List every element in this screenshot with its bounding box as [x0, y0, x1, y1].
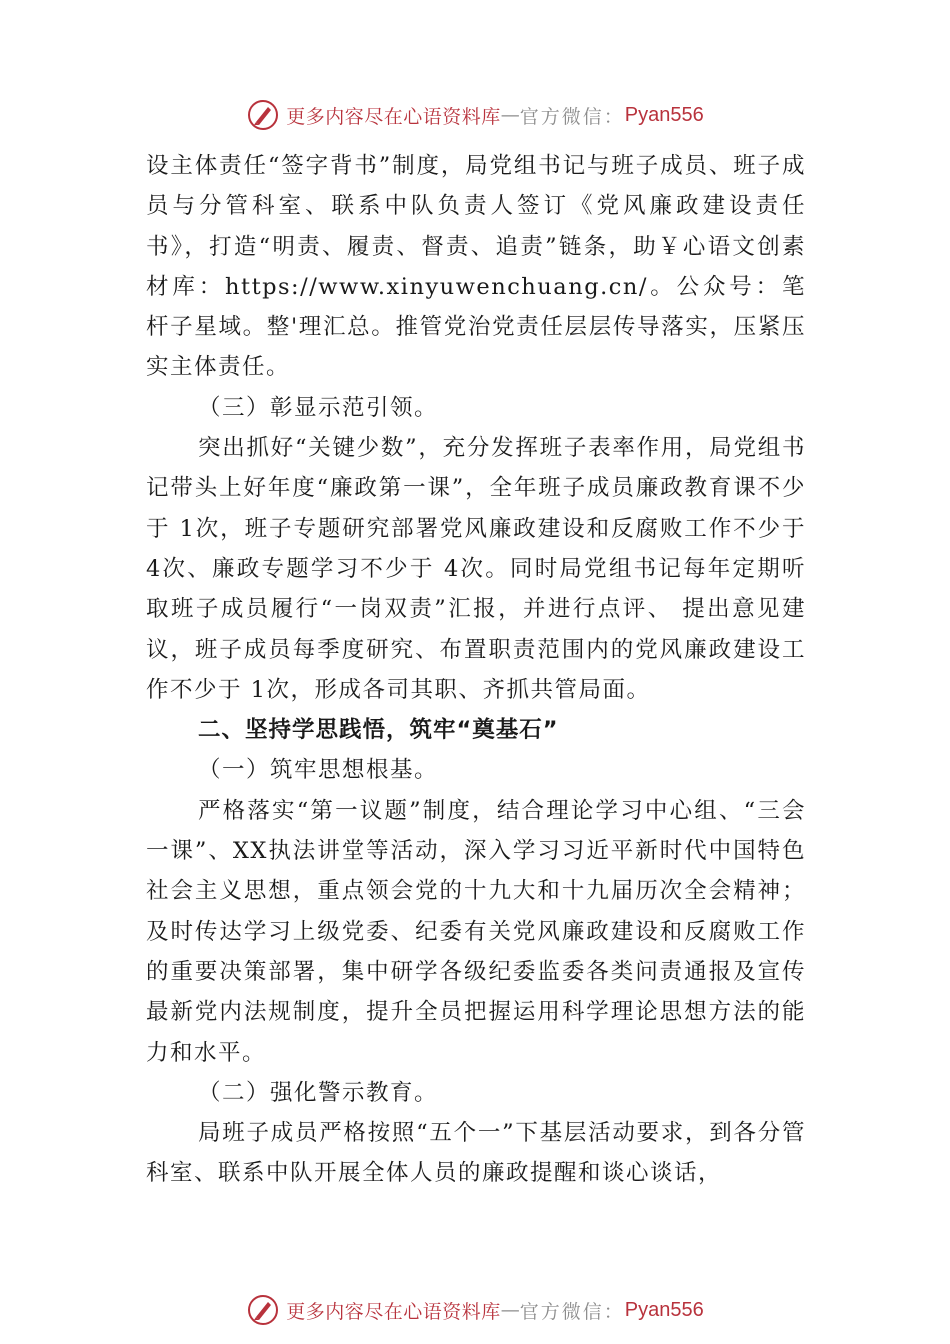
pen-logo-icon [246, 1293, 280, 1327]
subheading-ideology: （一）筑牢思想根基。 [198, 757, 439, 784]
header-banner [0, 95, 950, 135]
banner-dash: — [500, 1299, 520, 1321]
banner-wechat-label: 官方微信： [519, 1300, 625, 1323]
banner-dash: — [500, 104, 520, 126]
footer-banner [0, 1290, 950, 1330]
subheading-warning-education: （二）强化警示教育。 [198, 1079, 439, 1106]
paragraph-grassroots: 局班子成员严格按照“五个一”下基层活动要求，到各分管科室、联系中队开展全体人员的廉政提醒和谈心谈话， [146, 1120, 806, 1187]
banner-brand: 更多内容尽在心语资料库 [286, 1300, 501, 1323]
subheading-demonstration: （三）彰显示范引领。 [198, 394, 439, 421]
paragraph-responsibility: 设主体责任“签字背书”制度，局党组书记与班子成员、班子成员与分管科室、联系中队负责人签订《党风廉政建设责任书》，打造“明责、履责、督责、追责”链条，助￥心语文创素材库：https://www.xinyuwenchuang.cn/。公众号：笔杆子星域。整'理汇总。推管党治党责任层层传导落实，压紧压实主体责任。 [146, 153, 806, 381]
paragraph-key-minority: 突出抓好“关键少数”，充分发挥班子表率作用，局党组书记带头上好年度“廉政第一课”，全年班子成员廉政教育课不少于 1次，班子专题研究部署党风廉政建设和反腐败工作不少于 4次、廉政专题学习不少于 4次。同时局党组书记每年定期听取班子成员履行“一岗双责”汇报，并进行点评、 提出意见建议，班子成员每季度研究、布置职责范围内的党风廉政建设工作不少于 1次，形成各司其职、齐抓共管局面。 [146, 435, 806, 703]
document-body [146, 146, 806, 1194]
banner-brand: 更多内容尽在心语资料库 [286, 105, 501, 128]
section-heading: 二、坚持学思践悟，筑牢“奠基石” [198, 717, 559, 744]
banner-wechat-label: 官方微信： [519, 105, 625, 128]
paragraph-first-topic: 严格落实“第一议题”制度，结合理论学习中心组、“三会一课”、XX执法讲堂等活动，深入学习习近平新时代中国特色社会主义思想，重点领会党的十九大和十九届历次全会精神；及时传达学习上级党委、纪委有关党风廉政建设和反腐败工作的重要决策部署，集中研学各级纪委监委各类问责通报及宣传最新党内法规制度，提升全员把握运用科学理论思想方法的能力和水平。 [146, 797, 806, 1066]
pen-logo-icon [246, 98, 280, 132]
banner-wechat-id: Pyan556 [624, 103, 704, 126]
banner-wechat-id: Pyan556 [624, 1298, 704, 1321]
